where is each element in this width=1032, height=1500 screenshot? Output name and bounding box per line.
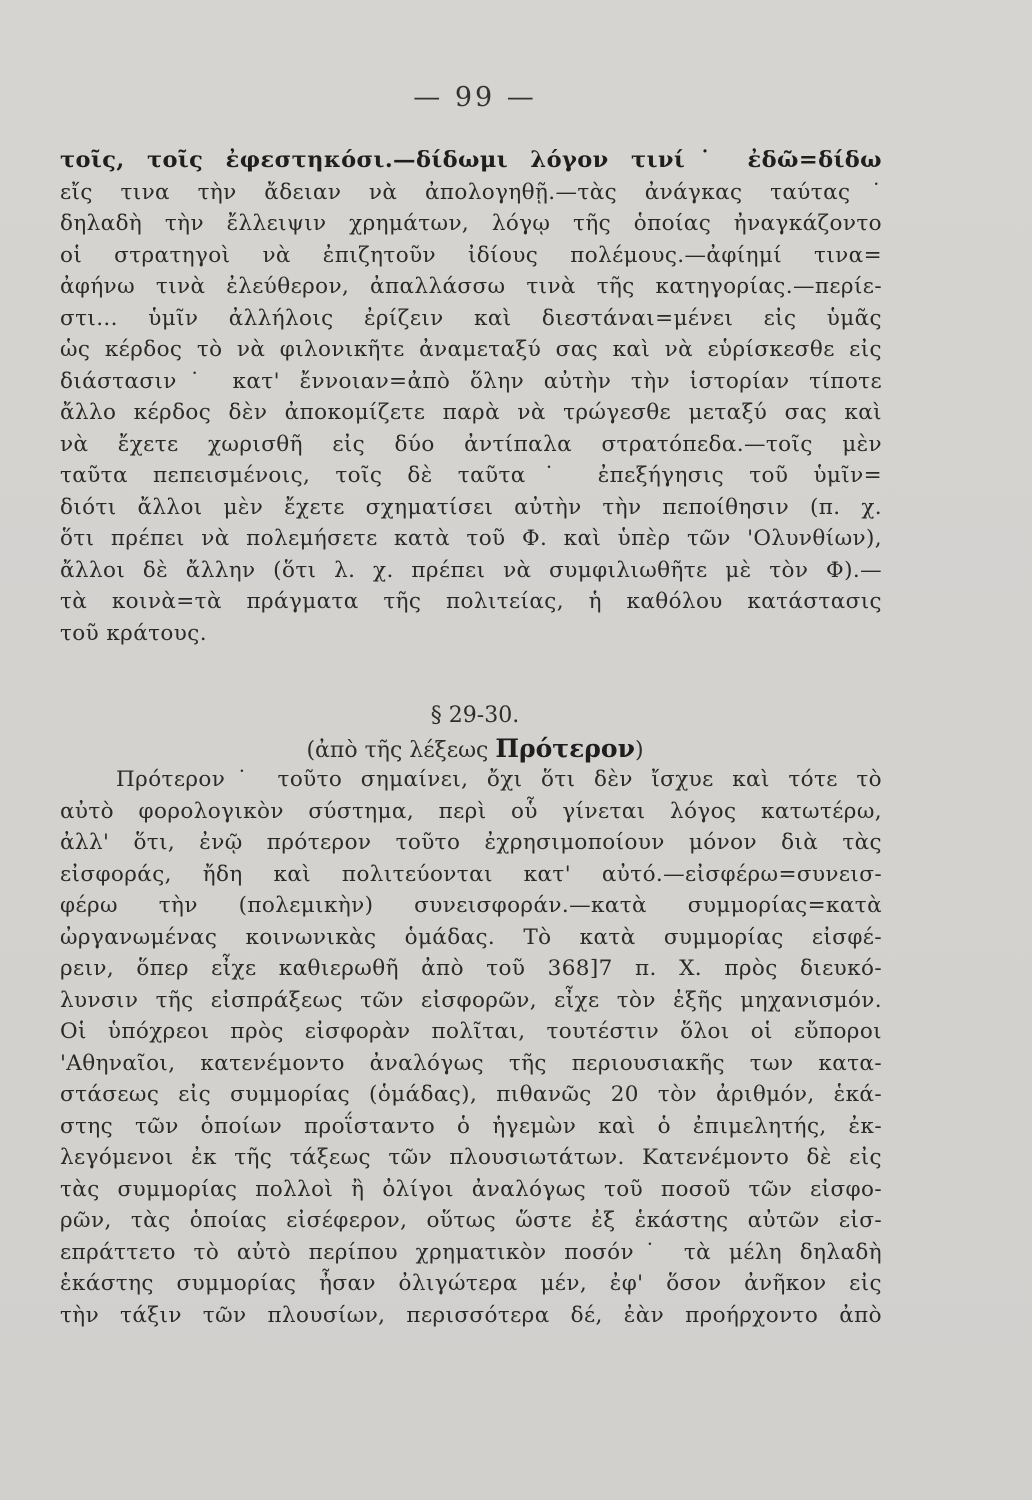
text-line: Οἱ ὑπόχρεοι πρὸς εἰσφορὰν πολῖται, τουτέστιν ὅλοι οἱ εὔποροι xyxy=(60,1019,882,1044)
text-line: τοῦ κράτους. xyxy=(60,620,207,646)
text-line: τὴν τάξιν τῶν πλουσίων, περισσότερα δέ, ἐὰν προήρχοντο ἀπὸ xyxy=(60,1302,882,1328)
text-line: οἱ στρατηγοὶ νὰ ἐπιζητοῦν ἰδίους πολέμους.—ἀφίημί τινα= xyxy=(60,242,882,268)
text-line: στάσεως εἰς συμμορίας (ὁμάδας), πιθανῶς 20 τὸν ἀριθμόν, ἑκά- xyxy=(60,1082,882,1107)
text-line: ὠργανωμένας κοινωνικὰς ὁμάδας. Τὸ κατὰ συμμορίας εἰσφέ- xyxy=(60,924,882,950)
section-subtitle xyxy=(0,734,950,763)
section-subtitle-prefix: (ἀπὸ τῆς λέξεως xyxy=(306,738,489,763)
text-line: 'Αθηναῖοι, κατενέμοντο ἀναλόγως τῆς περιουσιακῆς των κατα- xyxy=(60,1050,882,1076)
text-line xyxy=(60,145,882,177)
text-line: ἄλλοι δὲ ἄλλην (ὅτι λ. χ. πρέπει νὰ συμφιλιωθῆτε μὲ τὸν Φ).— xyxy=(60,557,882,583)
section-number: § 29-30. xyxy=(430,703,520,728)
text-line: ἀφήνω τινὰ ἐλεύθερον, ἀπαλλάσσω τινὰ τῆς κατηγορίας.—περίε- xyxy=(60,274,882,299)
text-line: εἰσφοράς, ἤδη καὶ πολιτεύονται κατ' αὐτό.—εἰσφέρω=συνεισ- xyxy=(60,861,882,887)
text-line: τὰ κοινὰ=τὰ πράγματα τῆς πολιτείας, ἡ καθόλου κατάστασις xyxy=(60,589,882,614)
text-line: δηλαδὴ τὴν ἔλλειψιν χρημάτων, λόγῳ τῆς ὁποίας ἠναγκάζοντο xyxy=(60,211,882,236)
text-line: ὅτι πρέπει νὰ πολεμήσετε κατὰ τοῦ Φ. καὶ ὑπὲρ τῶν 'Ολυνθίων), xyxy=(60,526,882,551)
text-line: ἑκάστης συμμορίας ἦσαν ὀλιγώτερα μέν, ἐφ' ὅσον ἀνῆκον εἰς xyxy=(60,1271,882,1296)
text-line: διάστασιν˙ κατ' ἔννοιαν=ἀπὸ ὅλην αὐτὴν τὴν ἱστορίαν τίποτε xyxy=(60,368,882,394)
text-line: ἀλλ' ὅτι, ἐνῷ πρότερον τοῦτο ἐχρησιμοποίουν μόνον διὰ τὰς xyxy=(60,830,882,855)
text-line: ὡς κέρδος τὸ νὰ φιλονικῆτε ἀναμεταξύ σας καὶ νὰ εὑρίσκεσθε εἰς xyxy=(60,337,882,362)
text-line: ρειν, ὅπερ εἶχε καθιερωθῆ ἀπὸ τοῦ 368]7 π. Χ. πρὸς διευκό- xyxy=(60,956,882,981)
text-line: λεγόμενοι ἐκ τῆς τάξεως τῶν πλουσιωτάτων. Κατενέμοντο δὲ εἰς xyxy=(60,1145,882,1170)
text-line: στης τῶν ὁποίων προΐσταντο ὁ ἡγεμὼν καὶ ὁ ἐπιμελητής, ἐκ- xyxy=(60,1113,882,1139)
section-subtitle-word: Πρότερον xyxy=(495,734,635,763)
text-line: Πρότερον˙ τοῦτο σημαίνει, ὄχι ὅτι δὲν ἴσχυε καὶ τότε τὸ xyxy=(116,767,882,792)
text-line: διότι ἄλλοι μὲν ἔχετε σχηματίσει αὐτὴν τὴν πεποίθησιν (π. χ. xyxy=(60,494,882,520)
text-line: νὰ ἔχετε χωρισθῆ εἰς δύο ἀντίπαλα στρατόπεδα.—τοῖς μὲν xyxy=(60,431,882,457)
text-line: ταῦτα πεπεισμένοις, τοῖς δὲ ταῦτα˙ ἐπεξήγησις τοῦ ὑμῖν= xyxy=(60,463,882,488)
page-number: — 99 — xyxy=(413,82,537,113)
paragraph-proteron xyxy=(60,764,882,1331)
text-line: τὰς συμμορίας πολλοὶ ἢ ὀλίγοι ἀναλόγως τοῦ ποσοῦ τῶν εἰσφο- xyxy=(60,1176,882,1202)
text-line: ρῶν, τὰς ὁποίας εἰσέφερον, οὕτως ὥστε ἐξ ἑκάστης αὐτῶν εἰσ- xyxy=(60,1208,882,1233)
text-line: αὐτὸ φορολογικὸν σύστημα, περὶ οὗ γίνεται λόγος κατωτέρω, xyxy=(60,798,882,824)
section-subtitle-suffix: ) xyxy=(634,738,644,763)
text-line: εἴς τινα τὴν ἄδειαν νὰ ἀπολογηθῇ.—τὰς ἀνάγκας ταύτας˙ xyxy=(60,179,882,205)
text-line: επράττετο τὸ αὐτὸ περίπου χρηματικὸν ποσόν˙ τὰ μέλη δηλαδὴ xyxy=(60,1239,882,1265)
text-line: ἄλλο κέρδος δὲν ἀποκομίζετε παρὰ νὰ τρώγεσθε μεταξύ σας καὶ xyxy=(60,400,882,425)
text-line: λυνσιν τῆς εἰσπράξεως τῶν εἰσφορῶν, εἶχε τὸν ἑξῆς μηχανισμόν. xyxy=(60,987,882,1013)
text-line: φέρω τὴν (πολεμικὴν) συνεισφοράν.—κατὰ συμμορίας=κατὰ xyxy=(60,893,882,918)
text-line: στι... ὑμῖν ἀλλήλοις ἐρίζειν καὶ διεστάναι=μένει εἰς ὑμᾶς xyxy=(60,305,882,331)
text-line-content: τοῖς, τοῖς ἐφεστηκόσι.—δίδωμι λόγον τινί˙ ἐδῶ=δίδω xyxy=(60,147,882,173)
paragraph-commentary xyxy=(60,145,882,649)
